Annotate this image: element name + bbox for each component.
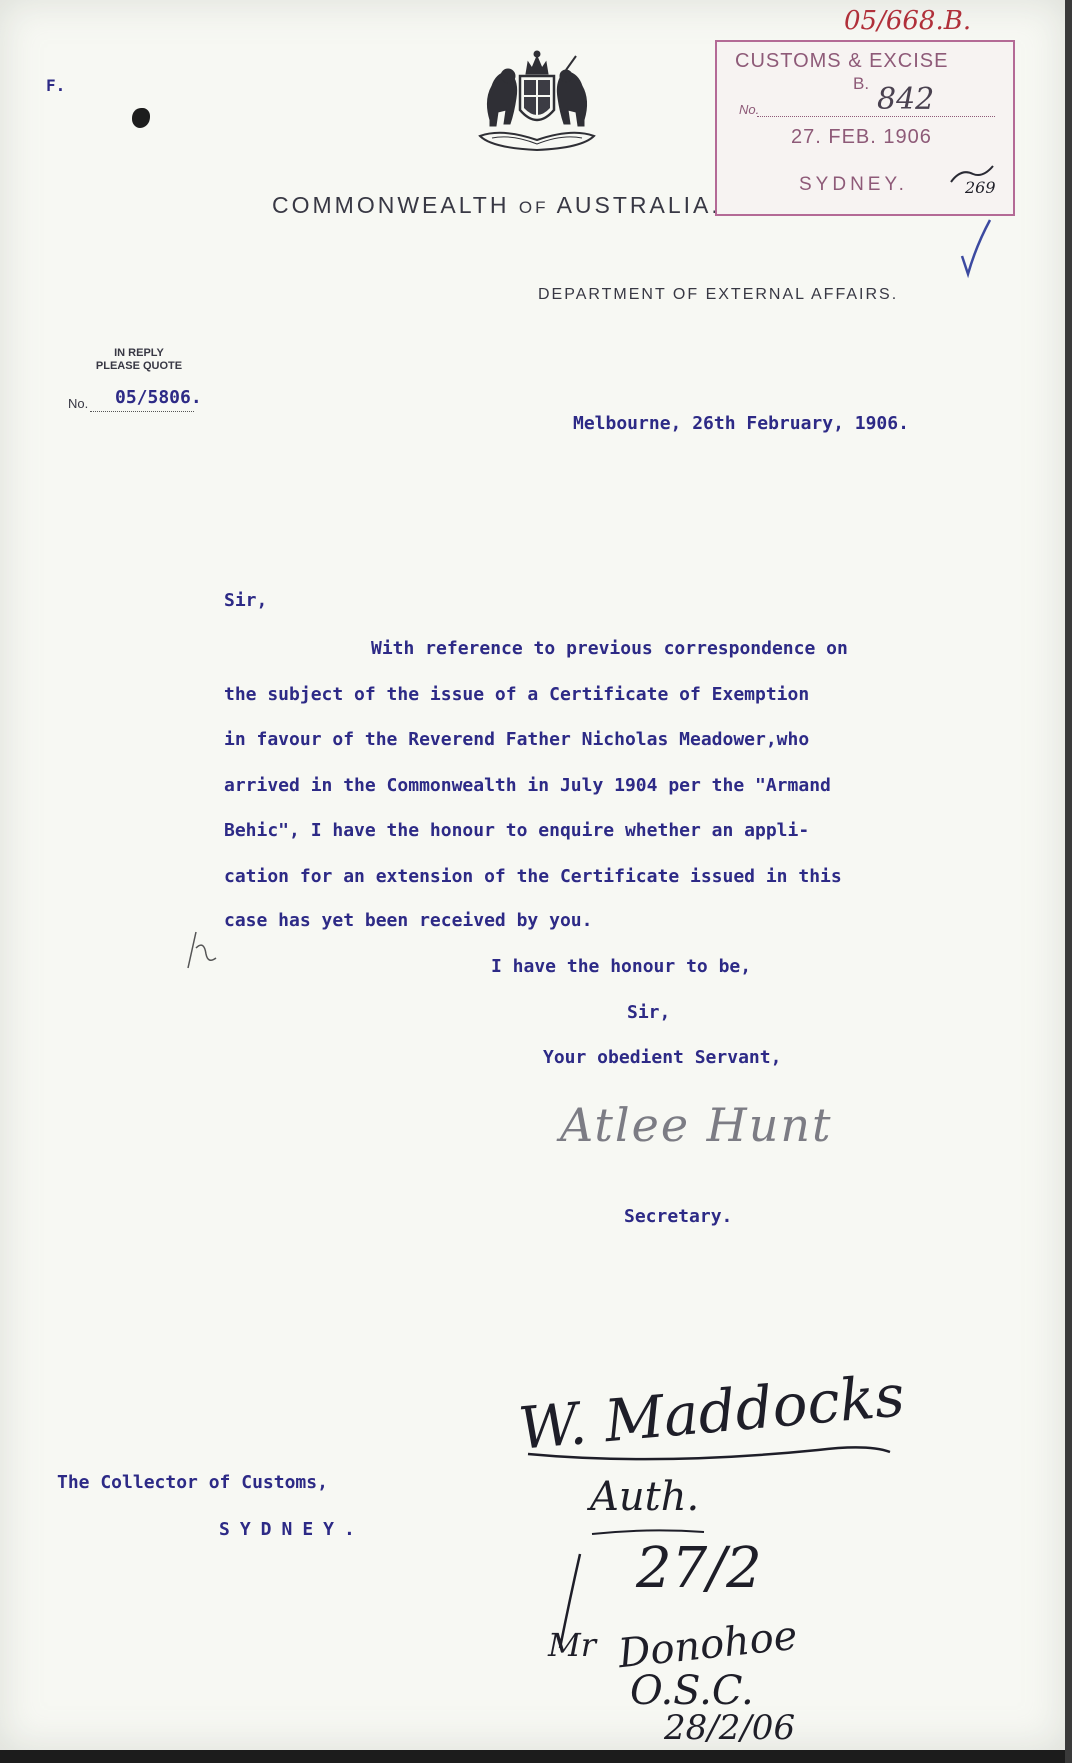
scan-edge-right	[1065, 0, 1072, 1763]
body-line: arrived in the Commonwealth in July 1904 per the "Armand	[224, 775, 831, 796]
authorised-date: 27/2	[636, 1536, 762, 1601]
referral-prefix: Mr	[548, 1626, 597, 1664]
referral-name: Donohoe	[616, 1612, 800, 1678]
collector-signature: W. Maddocks	[515, 1361, 908, 1463]
stamp-series: B.	[853, 74, 870, 93]
letterhead-commonwealth: COMMONWEALTH	[272, 192, 510, 218]
file-mark: F.	[46, 76, 66, 95]
body-line: cation for an extension of the Certificate issued in this	[224, 866, 842, 887]
stamp-date: 27. FEB. 1906	[791, 126, 932, 148]
customs-stamp	[715, 40, 1015, 216]
reply-instruction	[84, 347, 194, 373]
reply-no-label: No.	[68, 396, 89, 411]
body-line: case has yet been received by you.	[224, 910, 593, 931]
letterhead-title	[272, 192, 721, 219]
coat-of-arms-icon	[462, 48, 612, 158]
reply-line-1: IN REPLY	[114, 347, 164, 359]
salutation: Sir,	[224, 590, 268, 611]
body-line: Behic", I have the honour to enquire whether an appli-	[224, 820, 810, 841]
stamp-city: SYDNEY.	[799, 174, 908, 195]
stamp-corner-annotation: 269	[965, 178, 996, 197]
body-line: the subject of the issue of a Certificate of Exemption	[224, 684, 810, 705]
stamp-number: 842	[877, 82, 935, 117]
letterhead-department: DEPARTMENT OF EXTERNAL AFFAIRS.	[538, 286, 899, 303]
addressee-line-1: The Collector of Customs,	[57, 1472, 328, 1493]
letterhead-australia: AUSTRALIA.	[556, 192, 721, 218]
stamp-no-label: No.	[739, 102, 760, 117]
closing-line-1: I have the honour to be,	[491, 956, 752, 977]
letter-date: Melbourne, 26th February, 1906.	[573, 413, 909, 434]
authorised-initials: Auth.	[590, 1474, 700, 1520]
referral-date: 28/2/06	[664, 1708, 796, 1748]
closing-line-2: Sir,	[627, 1002, 671, 1023]
signature-flourish	[518, 1432, 898, 1472]
body-line: in favour of the Reverend Father Nicholas Meadower,who	[224, 729, 810, 750]
ink-blot	[132, 108, 150, 128]
stamp-title: CUSTOMS & EXCISE	[735, 50, 949, 72]
letterhead-of: OF	[518, 198, 549, 217]
secretary-signature: Atlee Hunt	[560, 1098, 833, 1152]
stamp-corner-scribble	[947, 160, 997, 190]
addressee-line-2: SYDNEY.	[219, 1519, 365, 1540]
reply-reference-number: 05/5806.	[115, 387, 202, 408]
closing-line-3: Your obedient Servant,	[543, 1047, 782, 1068]
scan-edge-bottom	[0, 1750, 1072, 1763]
body-line: With reference to previous correspondence on	[371, 638, 848, 659]
reply-line-2: PLEASE QUOTE	[95, 360, 183, 372]
referral-reference: O.S.C.	[630, 1668, 754, 1714]
stamp-no-underline	[757, 116, 995, 117]
blue-check-mark	[954, 216, 994, 278]
margin-scribble	[176, 918, 226, 978]
stamp-file-annotation: 05/668.B.	[844, 6, 972, 36]
secretary-title: Secretary.	[624, 1206, 733, 1227]
reply-no-underline	[90, 411, 194, 412]
